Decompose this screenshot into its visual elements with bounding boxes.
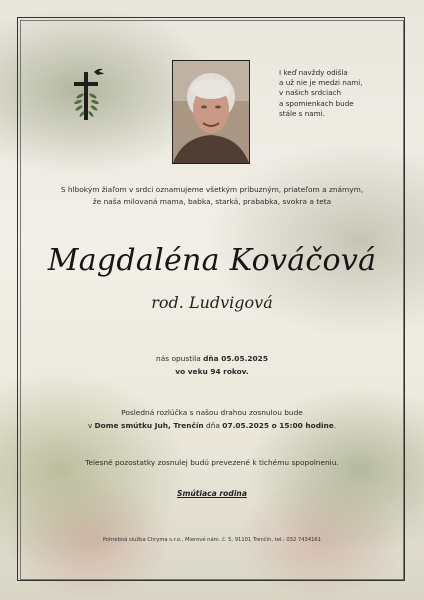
funeral-pre: v xyxy=(87,421,93,430)
intro-line: S hlbokým žiaľom v srdci oznamujeme všetkým príbuzným, priateľom a známym, xyxy=(60,185,364,194)
poem-line: v našich srdciach xyxy=(279,88,342,98)
funeral-info xyxy=(20,406,404,432)
death-date: dňa 05.05.2025 xyxy=(203,354,268,363)
funeral-service-footer: Pohrebná služba Chryma s.r.o., Mierové nám. č. 5, 91101 Trenčín, tel.: 032 7434161 xyxy=(102,537,322,543)
funeral-line: Posledná rozlúčka s našou drahou zosnulou bude xyxy=(121,408,303,417)
poem-line: stále s nami. xyxy=(279,108,325,118)
death-prefix: nás opustila xyxy=(156,354,201,363)
funeral-place: Dome smútku Juh, Trenčín xyxy=(94,421,204,430)
funeral-mid: dňa xyxy=(206,421,220,430)
cross-dove-icon xyxy=(68,66,108,122)
death-info xyxy=(20,352,404,378)
poem-verse xyxy=(279,68,399,119)
announcement-intro xyxy=(20,184,404,208)
poem-line: a už nie je medzi nami, xyxy=(279,78,363,88)
funeral-datetime: 07.05.2025 o 15:00 hodine xyxy=(222,421,334,430)
portrait-photo xyxy=(172,60,250,164)
death-age: vo veku 94 rokov. xyxy=(175,367,249,376)
poem-line: a spomienkach bude xyxy=(279,98,354,108)
family-signature: Smútiaca rodina xyxy=(177,489,247,498)
cremation-note: Telesné pozostatky zosnulej budú prevezené k tichému spopolneniu. xyxy=(85,458,339,467)
maiden-name: rod. Ludvigová xyxy=(151,293,273,312)
intro-line: že naša milovaná mama, babka, starká, prababka, svokra a teta xyxy=(92,196,332,206)
funeral-end: . xyxy=(333,421,337,430)
deceased-name: Magdaléna Kováčová xyxy=(47,243,377,278)
poem-line: I keď navždy odišla xyxy=(279,68,348,77)
